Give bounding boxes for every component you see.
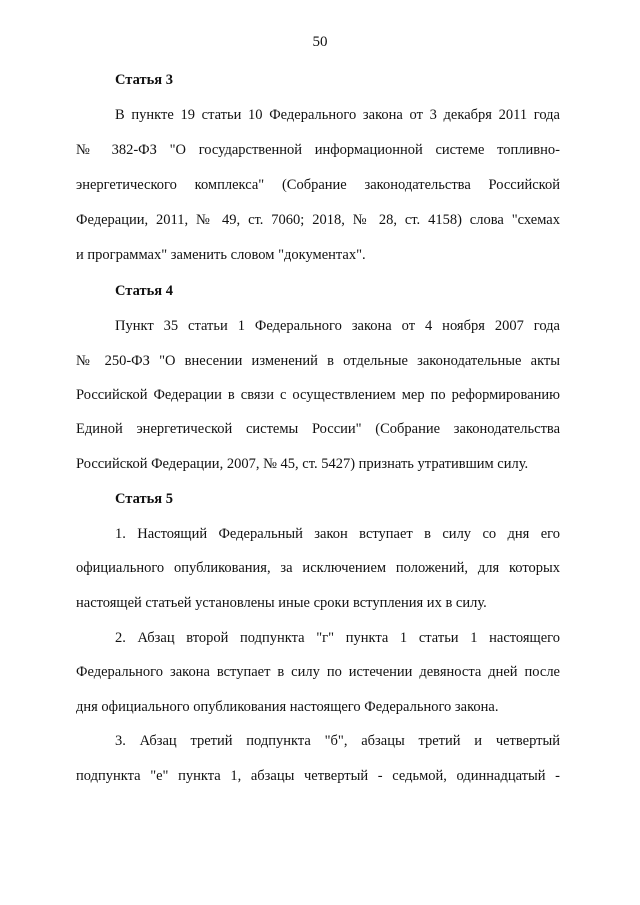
article-5-para-1-line-3: настоящей статьей установлены иные сроки вступления их в силу.: [76, 595, 487, 611]
article-3-line-3: энергетического комплекса" (Собрание законодательства Российской: [76, 177, 560, 193]
article-3-line-5: и программах" заменить словом "документах".: [76, 247, 366, 263]
article-5-para-2-line-1: 2. Абзац второй подпункта "г" пункта 1 статьи 1 настоящего: [115, 630, 560, 646]
article-5-para-2-line-2: Федерального закона вступает в силу по истечении девяноста дней после: [76, 664, 560, 680]
article-5-para-2-line-3: дня официального опубликования настоящего Федерального закона.: [76, 699, 499, 715]
article-3-line-2: № 382-ФЗ "О государственной информационной системе топливно-: [76, 142, 560, 158]
article-4-line-1: Пункт 35 статьи 1 Федерального закона от 4 ноября 2007 года: [115, 318, 560, 334]
article-4-line-3: Российской Федерации в связи с осуществлением мер по реформированию: [76, 387, 560, 403]
article-5-para-3-line-1: 3. Абзац третий подпункта "б", абзацы третий и четвертый: [115, 733, 560, 749]
article-3-line-1: В пункте 19 статьи 10 Федерального закона от 3 декабря 2011 года: [115, 107, 560, 123]
article-5-para-1-line-2: официального опубликования, за исключением положений, для которых: [76, 560, 560, 576]
article-3-heading: Статья 3: [115, 72, 173, 88]
article-4-line-4: Единой энергетической системы России" (Собрание законодательства: [76, 421, 560, 437]
article-5-heading: Статья 5: [115, 491, 173, 507]
article-4-heading: Статья 4: [115, 283, 173, 299]
article-4-line-5: Российской Федерации, 2007, № 45, ст. 5427) признать утратившим силу.: [76, 456, 529, 472]
article-4-line-2: № 250-ФЗ "О внесении изменений в отдельные законодательные акты: [76, 353, 560, 369]
article-3-line-4: Федерации, 2011, № 49, ст. 7060; 2018, № 28, ст. 4158) слова "схемах: [76, 212, 560, 228]
article-5-para-1-line-1: 1. Настоящий Федеральный закон вступает в силу со дня его: [115, 526, 560, 542]
article-5-para-3-line-2: подпункта "е" пункта 1, абзацы четвертый - седьмой, одиннадцатый -: [76, 768, 560, 784]
page-number: 50: [312, 34, 328, 50]
